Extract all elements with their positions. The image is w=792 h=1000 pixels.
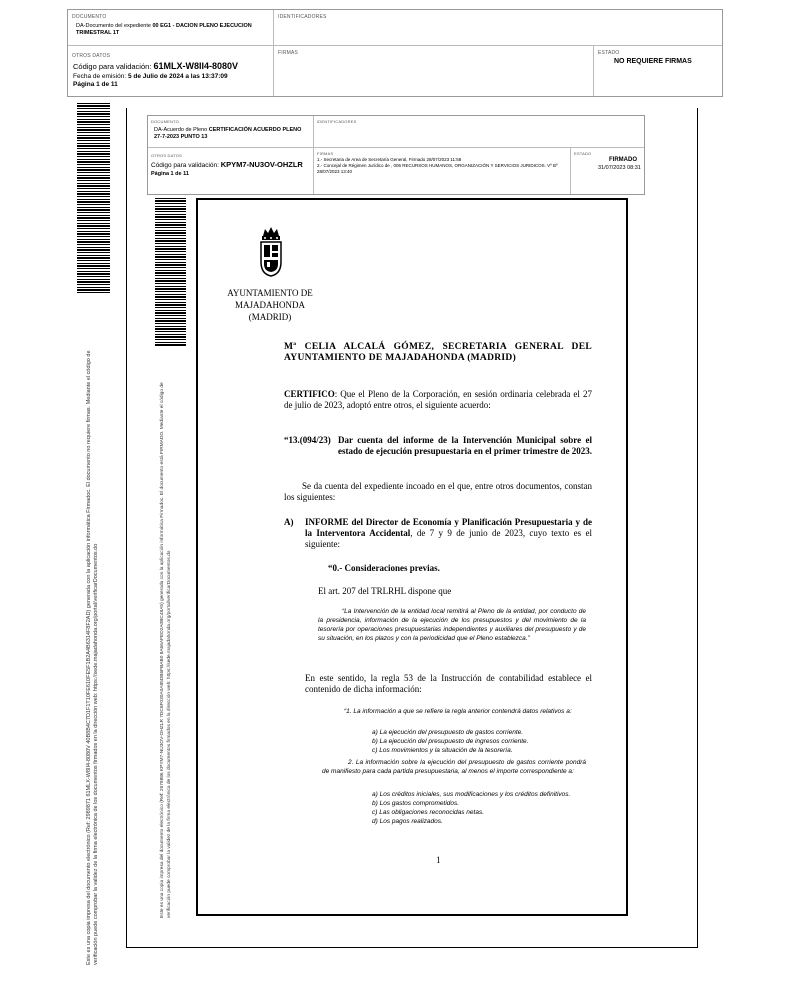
item-title: Dar cuenta del informe de la Intervención Municipal sobre el estado de ejecución presupuestaria en el primer trimestre de 2023. bbox=[338, 435, 592, 456]
outer-estado-value: NO REQUIERE FIRMAS bbox=[614, 58, 692, 65]
inner-otros-datos-label: OTROS DATOS bbox=[151, 153, 182, 158]
outer-firmas-cell bbox=[274, 46, 594, 96]
art-207-text: El art. 207 del TRLRHL dispone que bbox=[318, 586, 452, 596]
outer-codigo-line bbox=[73, 62, 238, 71]
inner-side-text-2: verificación puede comprobar la validez de la firma electrónica de los documentos firmados en la dirección web: https://sede.majadahonda.org/portal/verificarDocumentos.do bbox=[167, 550, 172, 918]
list-1 bbox=[372, 728, 586, 755]
quote-2-p2: 2. La información sobre la ejecución del presupuesto de gastos corriente pondrá de manifiesto para cada partida presupuestaria, al menos el importe correspondiente a: bbox=[322, 759, 586, 775]
outer-estado-cell bbox=[594, 46, 722, 96]
inner-header-table bbox=[147, 115, 645, 195]
inner-side-text-1: Este es una copia impresa del documento electrónico (Ref: 2679886 KPYM7-NU3OV-OHZLR 7DC6F030A0A85DB6FBAB0 8A66AFED2A0BC48A5) generada con la aplicación informática Firmadoc. El documento está FIRMADO. Mediante el código de bbox=[160, 382, 165, 918]
list-2 bbox=[372, 790, 590, 826]
outer-identificadores-cell bbox=[274, 10, 722, 46]
inner-documento-value bbox=[154, 127, 309, 141]
certifico-label: CERTIFICO bbox=[284, 389, 335, 399]
org-line-2: MAJADAHONDA bbox=[234, 300, 305, 310]
outer-documento-bold: 00 EG1 - DACION PLENO EJECUCION TRIMESTRAL 1T bbox=[76, 23, 252, 36]
inner-firmas-cell bbox=[314, 148, 571, 194]
inner-firma-1: 1.- Secretaria de Area de Secretaría General, Firmado 28/07/2023 11:58 bbox=[317, 157, 462, 162]
inner-firma-2: 2.- Concejal de Régimen Jurídico de , 006 RECURSOS HUMANOS, ORGANIZACIÓN Y SERVICIOS JURIDICOS. Vº Bº 28/07/2023 13:40 bbox=[317, 163, 558, 174]
list-2-item: c) Las obligaciones reconocidas netas. bbox=[372, 809, 485, 816]
inner-estado-value: FIRMADO bbox=[609, 157, 637, 163]
list-2-item: d) Los pagos realizados. bbox=[372, 818, 443, 825]
page-number: 1 bbox=[436, 855, 441, 865]
quote-2-intro: “1. La información a que se refiere la regla anterior contendrá datos relativos a: bbox=[344, 708, 572, 715]
letter-heading: Mª CELIA ALCALÁ GÓMEZ, SECRETARIA GENERAL DEL AYUNTAMIENTO DE MAJADAHONDA (MADRID) bbox=[284, 342, 592, 363]
outer-firmas-label: FIRMAS bbox=[278, 50, 299, 56]
outer-otros-datos-label: OTROS DATOS bbox=[72, 53, 111, 59]
outer-barcode bbox=[77, 103, 110, 295]
outer-estado-label: ESTADO bbox=[598, 50, 620, 56]
item-number: “13.(094/23) bbox=[284, 435, 331, 445]
list-2-item: a) Los créditos iniciales, sus modificaciones y los créditos definitivos. bbox=[372, 791, 571, 798]
outer-documento-prefix: DA-Documento del expediente bbox=[76, 23, 151, 29]
coat-of-arms-icon bbox=[257, 226, 285, 278]
inner-identificadores-cell bbox=[314, 116, 644, 148]
list-2-item: b) Los gastos comprometidos. bbox=[372, 800, 460, 807]
inner-documento-bold: CERTIFICACIÓN ACUERDO PLENO 27-7-2023 PUNTO 13 bbox=[154, 127, 302, 140]
regla-53-paragraph: En este sentido, la regla 53 de la Instrucción de contabilidad establece el contenido de dicha información: bbox=[305, 673, 592, 694]
inner-codigo-label: Código para validación: bbox=[151, 162, 219, 169]
inner-estado-label: ESTADO bbox=[574, 151, 592, 156]
outer-pagina: Página 1 de 11 bbox=[73, 81, 118, 88]
quote-1: “La Intervención de la entidad local remitirá al Pleno de la entidad, por conducto de la presidencia, información de la ejecución de los presupuestos y del movimiento de la tesorería por operaciones presupuestarias independientes y auxiliares del presupuesto y de su situación, en los plazos y con la periodicidad que el Pleno establezca.” bbox=[318, 608, 586, 642]
outer-fecha-line bbox=[73, 73, 228, 81]
outer-identificadores-label: IDENTIFICADORES bbox=[278, 14, 327, 20]
inner-documento-cell bbox=[148, 116, 314, 148]
outer-documento-label: DOCUMENTO bbox=[72, 14, 107, 20]
inner-pagina: Página 1 de 11 bbox=[151, 171, 189, 177]
inner-documento-label: DOCUMENTO bbox=[151, 119, 179, 124]
outer-header-table bbox=[67, 9, 723, 97]
outer-codigo-value: 61MLX-W8II4-8080V bbox=[153, 61, 239, 71]
certifico-paragraph bbox=[284, 389, 592, 411]
outer-fecha-value: 5 de Julio de 2024 a las 13:37:09 bbox=[127, 73, 228, 80]
inner-identificadores-label: IDENTIFICADORES bbox=[317, 119, 357, 124]
list-1-item: b) La ejecución del presupuesto de ingresos corriente. bbox=[372, 738, 529, 745]
inner-codigo-line bbox=[151, 160, 303, 169]
intro-paragraph: Se da cuenta del expediente incoado en el que, entre otros documentos, constan los siguientes: bbox=[284, 481, 592, 502]
inner-firmas-label: FIRMAS bbox=[317, 151, 334, 156]
outer-fecha-label: Fecha de emisión: bbox=[73, 73, 127, 80]
outer-documento-value bbox=[76, 23, 256, 37]
inner-barcode bbox=[155, 198, 186, 346]
item-a-text: , de 7 y 9 de junio de 2023, cuyo texto es el siguiente: bbox=[305, 528, 592, 549]
outer-codigo-label: Código para validación: bbox=[73, 62, 152, 71]
outer-otros-datos-cell bbox=[68, 46, 274, 96]
item-a-bold: INFORME del Director de Economía y Planificación Presupuestaria y de la Interventora Accidental bbox=[305, 517, 592, 538]
inner-estado-cell bbox=[571, 148, 644, 194]
item-a-paragraph bbox=[305, 517, 592, 550]
outer-documento-cell bbox=[68, 10, 274, 46]
list-1-item: c) Los movimientos y la situación de la tesorería. bbox=[372, 747, 513, 754]
list-1-item: a) La ejecución del presupuesto de gastos corriente. bbox=[372, 729, 524, 736]
org-line-1: AYUNTAMIENTO DE bbox=[227, 288, 313, 298]
org-name-block bbox=[215, 287, 325, 323]
outer-side-text-1: Este es una copia impresa del documento electrónico (Ref: 2989871 61MLX-W8II4-8080V 40B8B4C7D1F1T10FE610FE5F1B2A4B6314F8F2AD) generada con la aplicación informática Firmadoc. El documento no requiere firmas. Mediante el código de bbox=[86, 350, 92, 965]
item-a-label: A) bbox=[284, 517, 294, 527]
inner-otros-datos-cell bbox=[148, 148, 314, 194]
inner-documento-prefix: DA-Acuerdo de Pleno bbox=[154, 127, 208, 133]
section-0-heading: “0.- Consideraciones previas. bbox=[328, 563, 440, 573]
certifico-text: : Que el Pleno de la Corporación, en sesión ordinaria celebrada el 27 de julio de 2023, adoptó entre otros, el siguiente acuerdo: bbox=[284, 389, 592, 410]
inner-codigo-value: KPYM7-NU3OV-OHZLR bbox=[220, 160, 303, 169]
inner-estado-date: 31/07/2023 08:31 bbox=[598, 165, 641, 171]
outer-side-text-2: verificación puede comprobar la validez de la firma electrónica de los documentos firmados en la dirección web: https://sede.majadahonda.org/portal/verificarDocumentos.do bbox=[93, 543, 99, 965]
org-line-3: (MADRID) bbox=[248, 312, 292, 322]
